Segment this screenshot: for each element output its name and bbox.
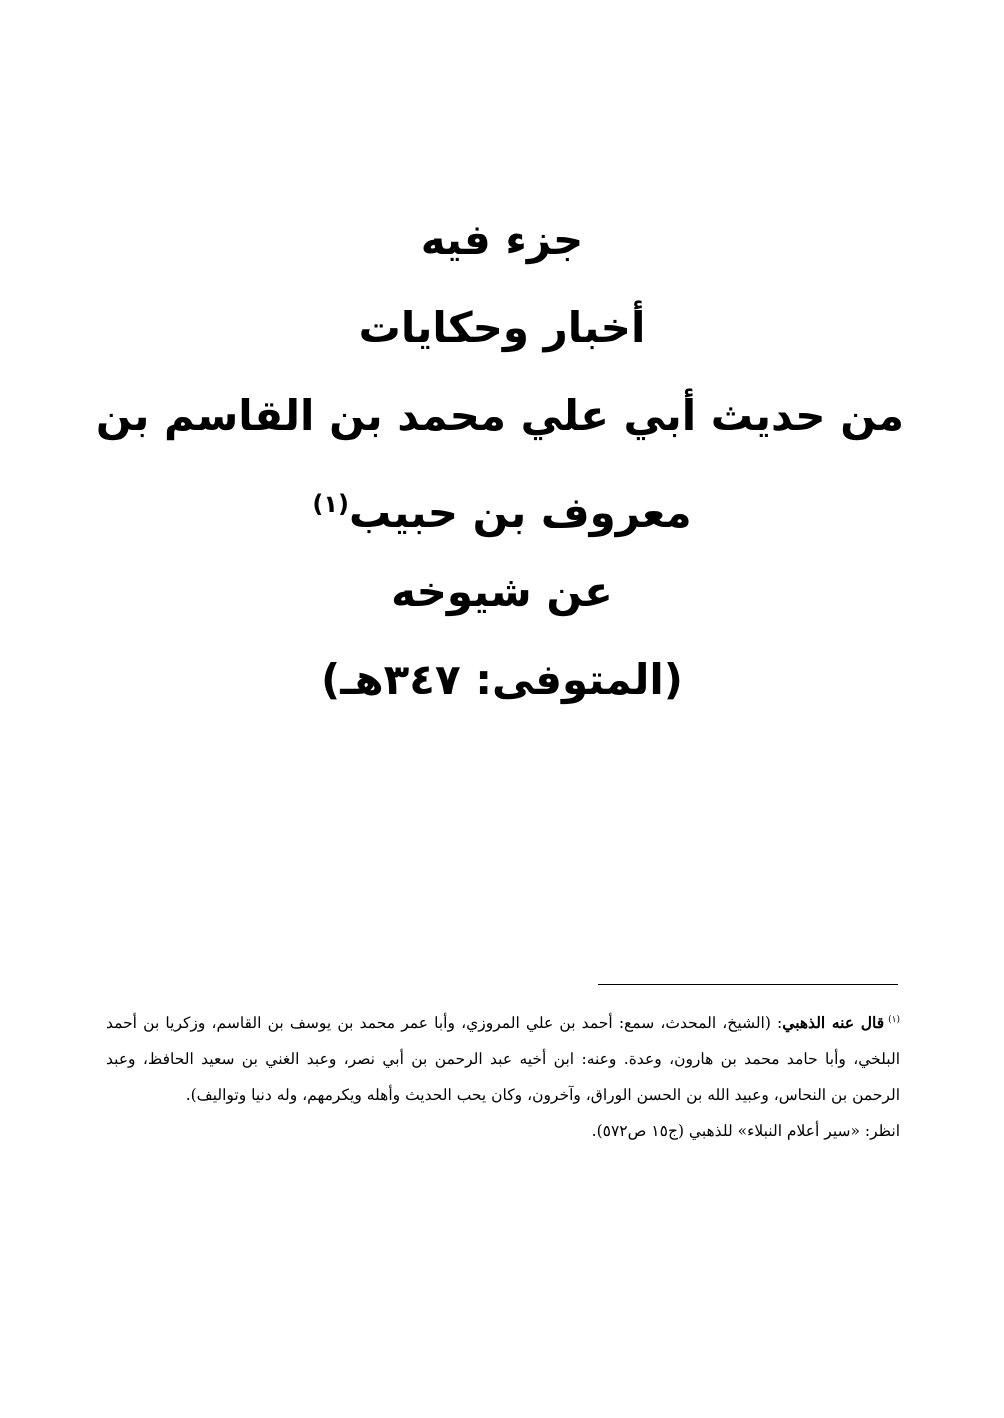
title-line-6: (المتوفى: ٣٤٧هـ) <box>321 655 683 704</box>
title-line-4-text: معروف بن حبيب <box>349 488 692 537</box>
footnote-paragraph <box>106 1002 900 1113</box>
footnote-reference-line: انظر: «سير أعلام النبلاء» للذهبي (ج١٥ ص٥٧٢). <box>591 1122 900 1141</box>
footnote-reference: (١) <box>312 490 350 518</box>
title-line-1: جزء فيه <box>420 215 584 264</box>
title-block <box>95 196 904 724</box>
footnote-marker: (١) <box>888 1015 900 1025</box>
title-line-3: من حديث أبي علي محمد بن القاسم بن <box>95 391 904 440</box>
title-line-5: عن شيوخه <box>391 567 613 616</box>
title-line-4 <box>100 460 904 548</box>
footnote <box>106 1002 900 1149</box>
footnote-body: : (الشيخ، المحدث، سمع: أحمد بن علي المروزي، وأبا عمر محمد بن يوسف بن القاسم، وزكريا بن أحمد البلخي، وأبا حامد محمد بن هارون، وعدة. وعنه: ابن أخيه عبد الرحمن بن أبي نصر، وعبد الغني بن سعيد الحافظ، وعبد الرحمن بن النحاس، وعبيد الله بن الحسن الوراق، وآخرون، وكان يحب الحديث وأهله ويكرمهم، وله دنيا وتواليف). <box>106 1014 900 1105</box>
footnote-lead: قال عنه الذهبي <box>782 1013 885 1033</box>
title-line-2: أخبار وحكايات <box>358 303 646 352</box>
footnote-divider <box>598 984 898 985</box>
